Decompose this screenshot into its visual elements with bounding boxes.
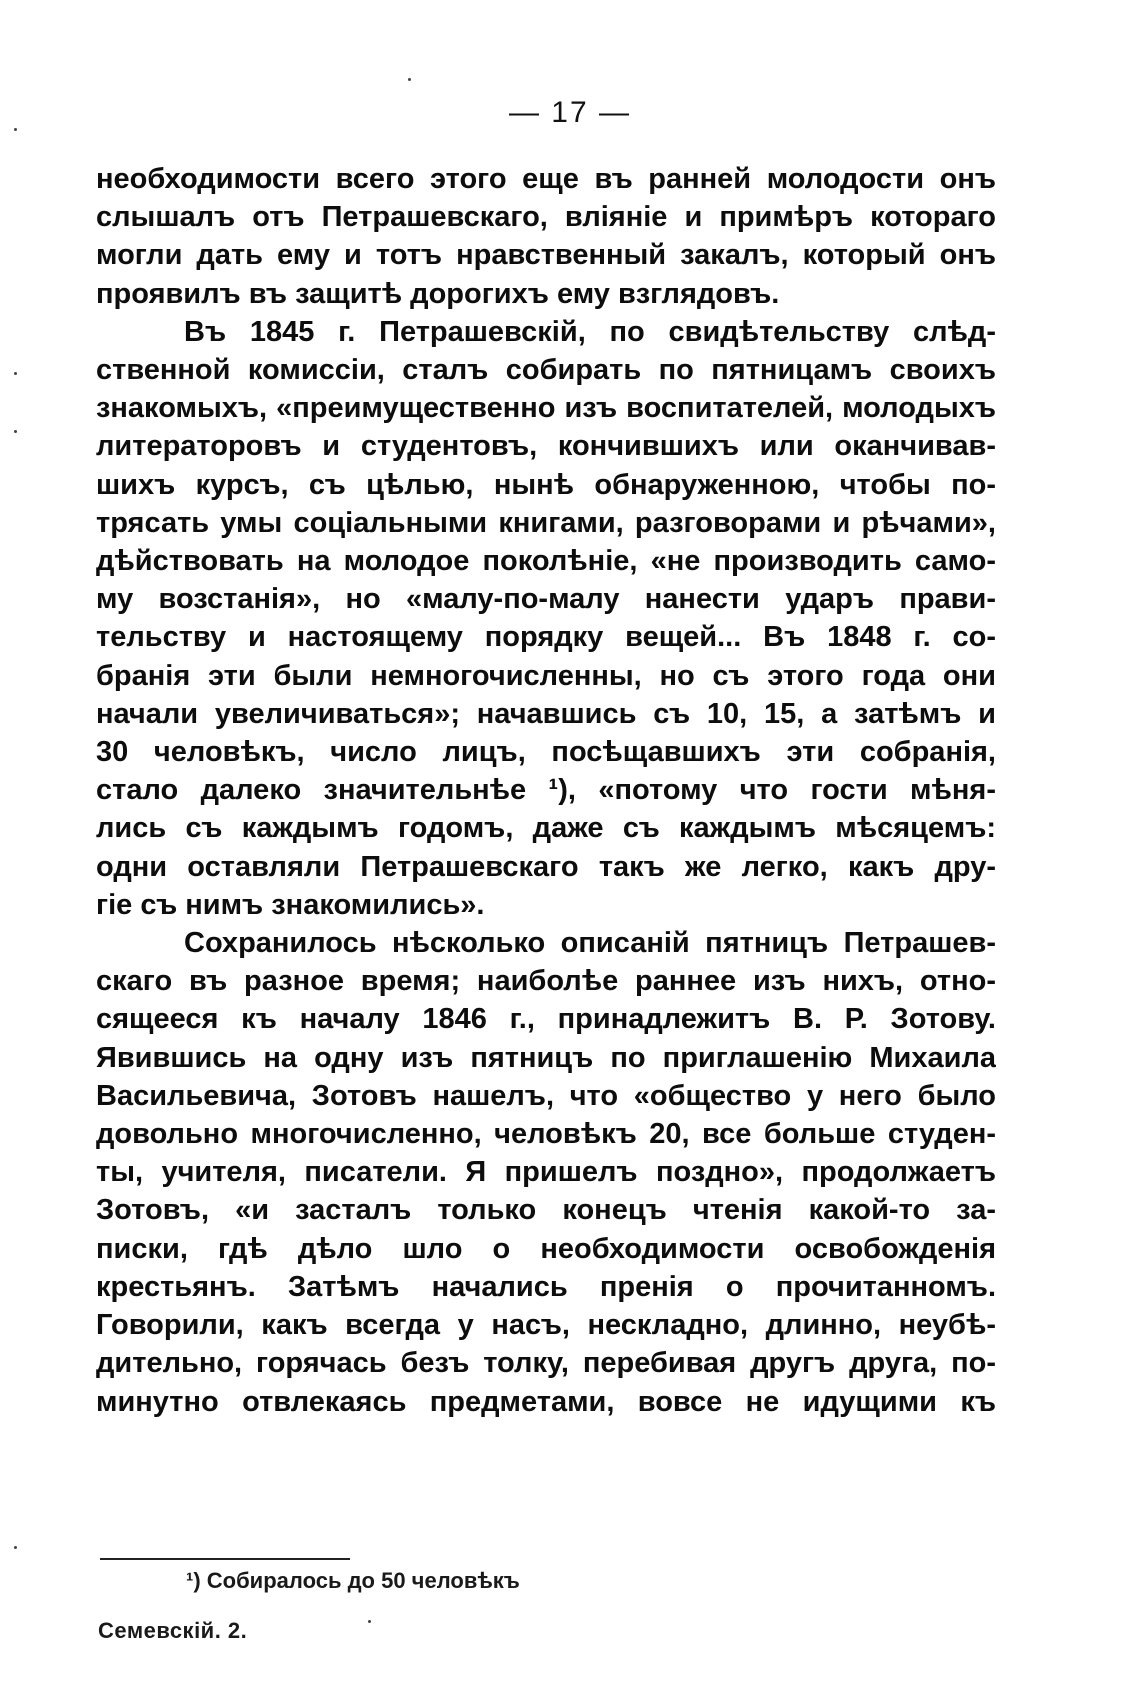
text-line: могли дать ему и тотъ нравственный закалъ, который онъ — [96, 239, 996, 272]
text-line: Сохранилось нѣсколько описаній пятницъ Петрашев- — [184, 927, 996, 960]
text-line: стало далеко значительнѣе ¹), «потому что гости мѣня- — [96, 774, 996, 807]
text-line: скаго въ разное время; наиболѣе раннее изъ нихъ, отно- — [96, 965, 996, 998]
print-speck — [14, 430, 17, 433]
text-line: крестьянъ. Затѣмъ начались пренія о прочитанномъ. — [96, 1270, 996, 1303]
text-line: писки, гдѣ дѣло шло о необходимости освобожденія — [96, 1232, 996, 1265]
text-line: одни оставляли Петрашевскаго такъ же легко, какъ дру- — [96, 850, 996, 883]
text-line: Явившись на одну изъ пятницъ по приглашенію Михаила — [96, 1041, 996, 1074]
text-line: ты, учителя, писатели. Я пришелъ поздно», продолжаетъ — [96, 1156, 996, 1189]
text-line: Зотовъ, «и засталъ только конецъ чтенія какой-то за- — [96, 1194, 996, 1227]
text-line: шихъ курсъ, съ цѣлью, нынѣ обнаруженною, чтобы по- — [96, 468, 996, 501]
text-line: гіе съ нимъ знакомились». — [96, 888, 485, 921]
text-line: тельству и настоящему порядку вещей... Въ 1848 г. со- — [96, 621, 996, 654]
text-line: ственной комиссіи, сталъ собирать по пятницамъ своихъ — [96, 354, 996, 387]
text-line: начали увеличиваться»; начавшись съ 10, 15, а затѣмъ и — [96, 697, 996, 730]
text-line: сящееся къ началу 1846 г., принадлежитъ В. Р. Зотову. — [96, 1003, 996, 1036]
print-speck — [14, 1546, 17, 1549]
text-line: проявилъ въ защитѣ дорогихъ ему взглядовъ. — [96, 277, 780, 310]
page-number: — 17 — — [508, 96, 632, 129]
text-line: трясать умы соціальными книгами, разговорами и рѣчами», — [96, 506, 996, 539]
text-line: Васильевича, Зотовъ нашелъ, что «общество у него было — [96, 1079, 996, 1112]
text-line: лись съ каждымъ годомъ, даже съ каждымъ мѣсяцемъ: — [96, 812, 996, 845]
footnote-divider — [100, 1558, 350, 1560]
text-line: Въ 1845 г. Петрашевскій, по свидѣтельству слѣд- — [184, 315, 996, 348]
text-line: бранія эти были немногочисленны, но съ этого года они — [96, 659, 996, 692]
signature-mark: Семевскій. 2. — [98, 1618, 248, 1643]
text-line: му возстанія», но «малу-по-малу нанести ударъ прави- — [96, 583, 996, 616]
print-speck — [14, 128, 17, 131]
text-line: Говорили, какъ всегда у насъ, нескладно, длинно, неубѣ- — [96, 1309, 996, 1342]
text-line: минутно отвлекаясь предметами, вовсе не идущими къ — [96, 1385, 996, 1418]
text-line: дѣйствовать на молодое поколѣніе, «не производить само- — [96, 545, 996, 578]
print-speck — [14, 372, 17, 375]
text-line: знакомыхъ, «преимущественно изъ воспитателей, молодыхъ — [96, 392, 996, 425]
text-line: дительно, горячась безъ толку, перебивая другъ друга, по- — [96, 1347, 996, 1380]
text-line: литераторовъ и студентовъ, кончившихъ или оканчивав- — [96, 430, 996, 463]
print-speck — [368, 1620, 371, 1623]
text-line: слышалъ отъ Петрашевскаго, вліяніе и примѣръ котораго — [96, 201, 996, 234]
print-speck — [408, 78, 411, 81]
text-line: необходимости всего этого еще въ ранней молодости онъ — [96, 163, 996, 195]
footnote: ¹) Собиралось до 50 человѣкъ — [186, 1568, 520, 1593]
text-line: 30 человѣкъ, число лицъ, посѣщавшихъ эти собранія, — [96, 736, 996, 769]
text-line: довольно многочисленно, человѣкъ 20, все больше студен- — [96, 1118, 996, 1151]
body-text — [96, 160, 996, 1421]
